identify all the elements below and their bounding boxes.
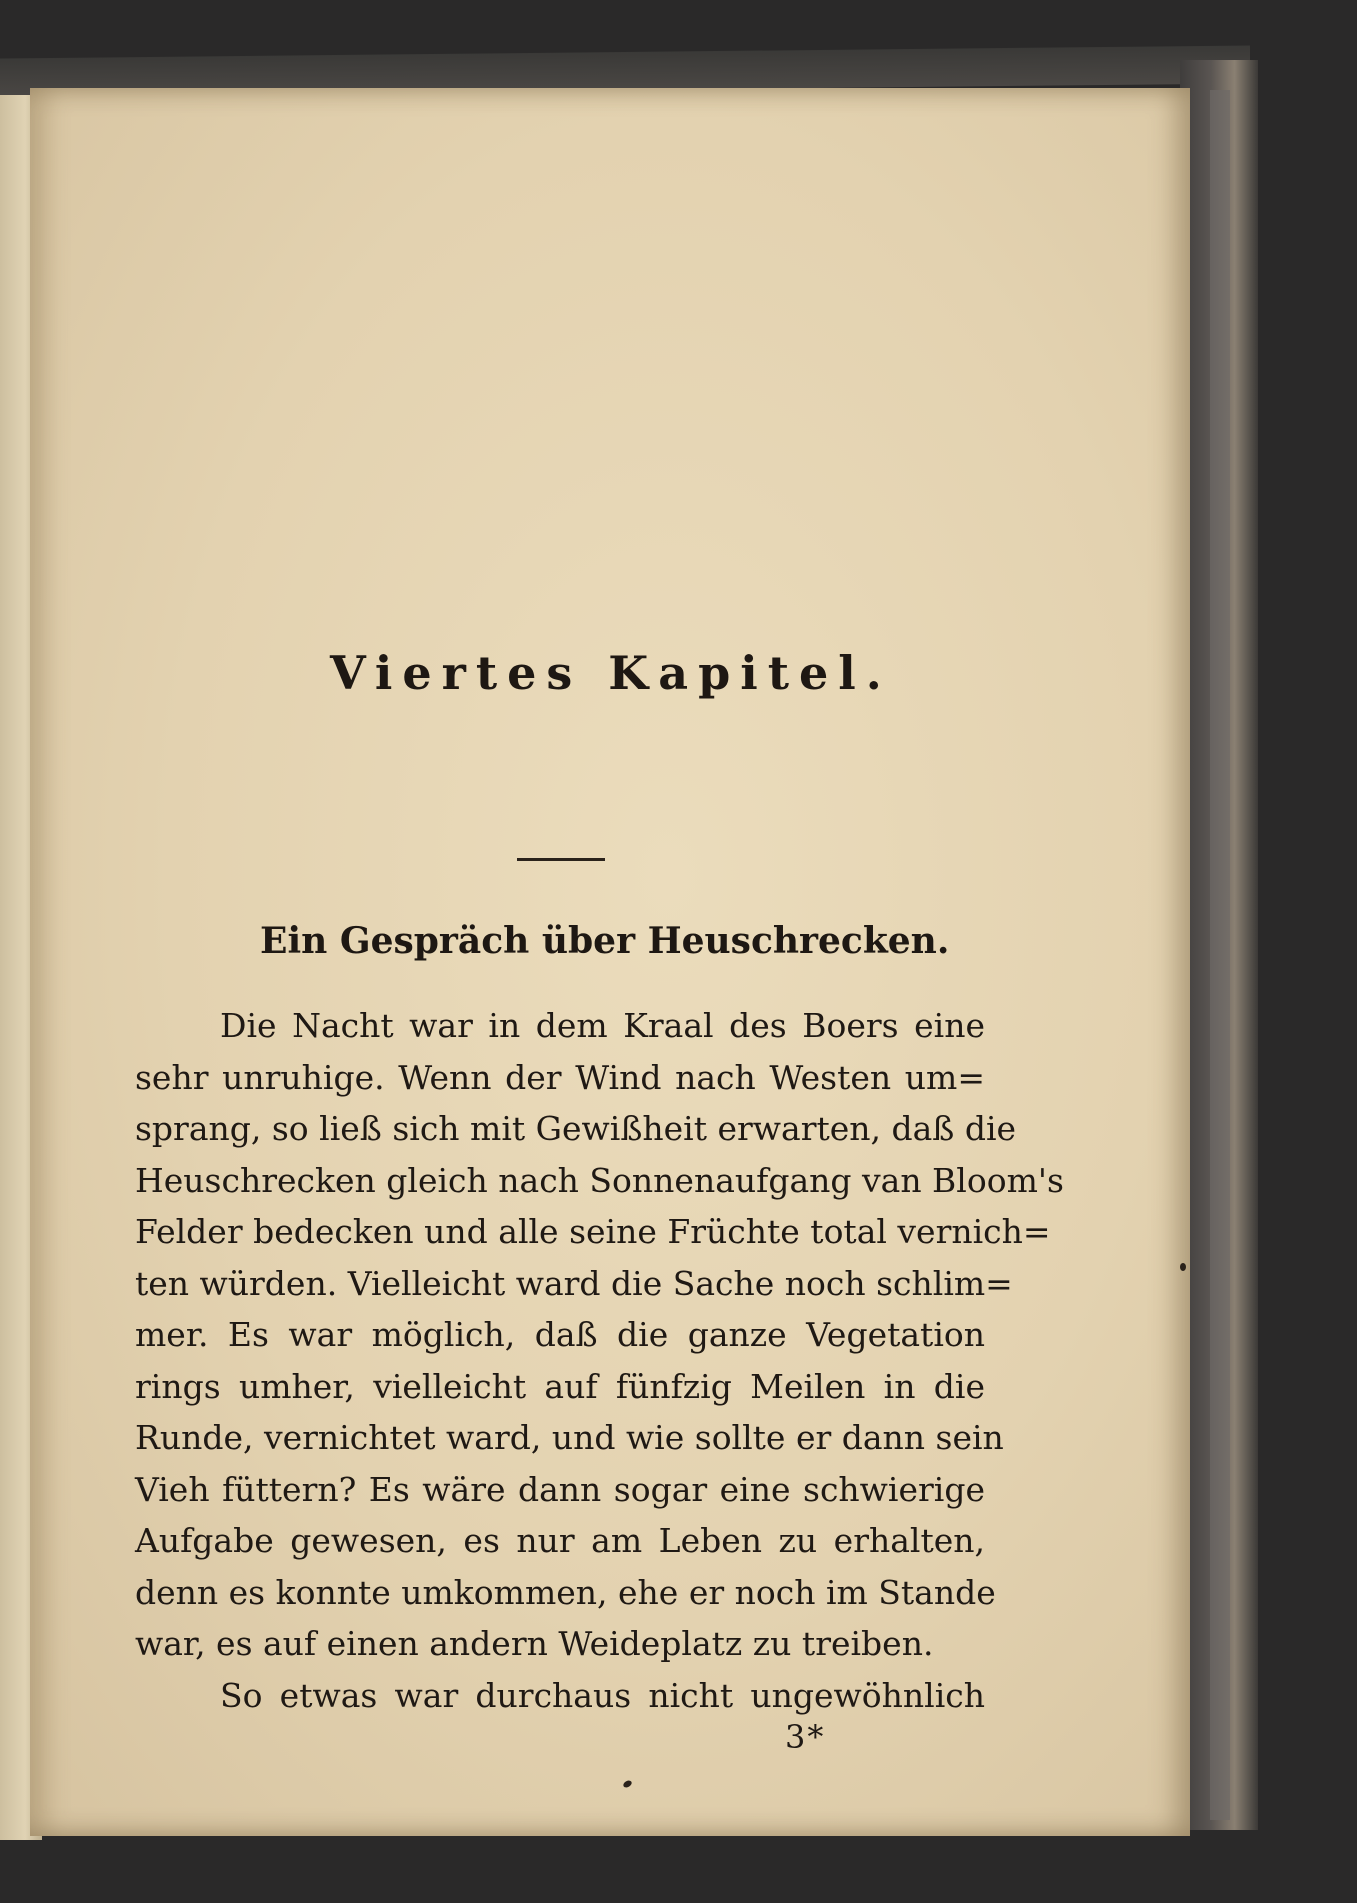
text-line: mer. Es war möglich, daß die ganze Vegetation — [135, 1315, 985, 1354]
text-line: Aufgabe gewesen, es nur am Leben zu erhalten, — [135, 1521, 985, 1560]
text-line: war, es auf einen andern Weideplatz zu treiben. — [135, 1624, 934, 1663]
text-line: ten würden. Vielleicht ward die Sache noch schlim= — [135, 1263, 1013, 1303]
chapter-title: Viertes Kapitel. — [330, 646, 892, 700]
text-line: sprang, so ließ sich mit Gewißheit erwarten, daß die — [135, 1109, 1017, 1148]
text-line: So etwas war durchaus nicht ungewöhnlich — [220, 1675, 985, 1715]
text-line: rings umher, vielleicht auf fünfzig Meilen in die — [135, 1366, 985, 1406]
chapter-subtitle: Ein Gespräch über Heuschrecken. — [260, 920, 950, 962]
text-line: sehr unruhige. Wenn der Wind nach Westen um= — [135, 1057, 985, 1097]
signature-mark: 3* — [785, 1718, 826, 1756]
text-line: Runde, vernichtet ward, und wie sollte er dann sein — [135, 1418, 1004, 1457]
text-line: Heuschrecken gleich nach Sonnenaufgang van Bloom's — [135, 1160, 1064, 1200]
body-text — [135, 1000, 1064, 1721]
book-page — [30, 88, 1190, 1836]
page-stack-edge — [1210, 90, 1230, 1820]
ink-speck — [622, 1779, 633, 1789]
text-line: denn es konnte umkommen, ehe er noch im Stande — [135, 1572, 996, 1612]
ink-speck — [1180, 1263, 1186, 1271]
text-line: Vieh füttern? Es wäre dann sogar eine schwierige — [135, 1469, 985, 1509]
text-line: Die Nacht war in dem Kraal des Boers eine — [220, 1006, 985, 1045]
text-line: Felder bedecken und alle seine Früchte total vernich= — [135, 1212, 1051, 1251]
title-divider — [517, 858, 605, 861]
